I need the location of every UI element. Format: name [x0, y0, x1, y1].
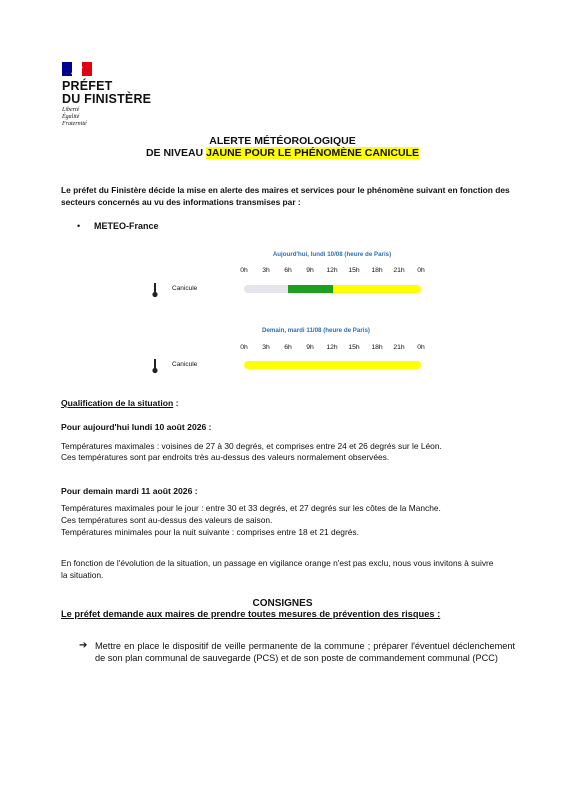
hour-label: 6h	[284, 344, 292, 351]
alert-title-prefix: DE NIVEAU	[145, 147, 207, 159]
phenomenon-label-today: Canicule	[172, 285, 198, 292]
alert-title-highlight: JAUNE POUR LE PHÉNOMÈNE CANICULE	[206, 147, 420, 159]
tomorrow-line-3: Températures minimales pour la nuit suivante : comprises entre 18 et 21 degrés.	[61, 527, 359, 537]
bullet-dot: •	[77, 221, 81, 231]
hour-label: 0h	[417, 344, 425, 351]
phenomenon-label-tomorrow: Canicule	[172, 361, 198, 368]
timeline-today-title: Aujourd'hui, lundi 10/08 (heure de Paris)	[272, 251, 392, 258]
alert-title-line1: ALERTE MÉTÉOROLOGIQUE	[209, 135, 356, 147]
hour-label: 6h	[284, 267, 292, 274]
republic-motto	[62, 107, 87, 128]
timeline-tomorrow-title: Demain, mardi 11/08 (heure de Paris)	[262, 327, 370, 334]
prefecture-name	[62, 80, 151, 106]
hour-label: 9h	[306, 344, 314, 351]
hour-label: 18h	[371, 267, 383, 274]
hour-label: 12h	[326, 267, 338, 274]
prefet-line2: DU FINISTÈRE	[62, 92, 152, 106]
arrow-icon: ➔	[79, 640, 88, 651]
vigilance-segment	[333, 285, 422, 293]
intro-paragraph: Le préfet du Finistère décide la mise en alerte des maires et services pour le phénomène suivant en fonction des secteurs concernés au vu des informations transmises par :	[61, 185, 510, 207]
hour-label: 12h	[326, 344, 338, 351]
devise-fraternite: Fraternité	[62, 121, 87, 127]
hour-label: 21h	[393, 344, 405, 351]
qualification-heading-text: Qualification de la situation	[61, 398, 174, 408]
hour-label: 0h	[240, 267, 248, 274]
prefet-line1: PRÉFET	[62, 79, 113, 93]
today-line-2: Ces températures sont par endroits très au-dessus des valeurs normalement observées.	[61, 452, 390, 462]
vigilance-bar-tomorrow	[244, 361, 421, 369]
devise-egalite: Égalité	[62, 114, 80, 120]
qualification-heading-colon: :	[173, 398, 179, 408]
hour-label: 15h	[348, 267, 360, 274]
vigilance-segment	[288, 285, 332, 293]
alert-title-line2	[0, 147, 565, 160]
hour-label: 0h	[240, 344, 248, 351]
qualification-heading	[61, 398, 178, 408]
tomorrow-heading: Pour demain mardi 11 août 2026 :	[61, 486, 198, 496]
tomorrow-line-1: Températures maximales pour le jour : entre 30 et 33 degrés, et 27 degrés sur les côtes de la Manche.	[61, 503, 441, 513]
consignes-subtitle: Le préfet demande aux maires de prendre toutes mesures de prévention des risques :	[61, 609, 441, 619]
thermometer-icon	[150, 282, 160, 298]
thermometer-icon	[150, 358, 160, 374]
hour-label: 21h	[393, 267, 405, 274]
devise-liberte: Liberté	[62, 107, 80, 113]
hour-label: 9h	[306, 267, 314, 274]
consigne-item-1: Mettre en place le dispositif de veille permanente de la commune ; préparer l'éventuel déclenchement de son plan communal de sauvegarde (PCS) et de son poste de commandement communal (PCC)	[95, 641, 515, 664]
marianne-flag-logo	[62, 62, 92, 76]
today-line-1: Températures maximales : voisines de 27 à 30 degrés, et comprises entre 24 et 26 degrés sur le Léon.	[61, 441, 442, 451]
vigilance-bar-today	[244, 285, 421, 293]
hour-label: 15h	[348, 344, 360, 351]
hour-label: 3h	[262, 344, 270, 351]
hour-label: 0h	[417, 267, 425, 274]
consignes-title: CONSIGNES	[252, 598, 313, 609]
hour-label: 18h	[371, 344, 383, 351]
hour-label: 3h	[262, 267, 270, 274]
evolution-paragraph: En fonction de l'évolution de la situation, un passage en vigilance orange n'est pas exclu, nous vous invitons à suivre la situation.	[61, 558, 494, 580]
vigilance-segment	[244, 361, 421, 369]
today-heading: Pour aujourd'hui lundi 10 août 2026 :	[61, 422, 212, 432]
tomorrow-line-2: Ces températures sont au-dessus des valeurs de saison.	[61, 515, 273, 525]
source-meteo-france: METEO-France	[94, 221, 159, 231]
vigilance-segment	[244, 285, 288, 293]
